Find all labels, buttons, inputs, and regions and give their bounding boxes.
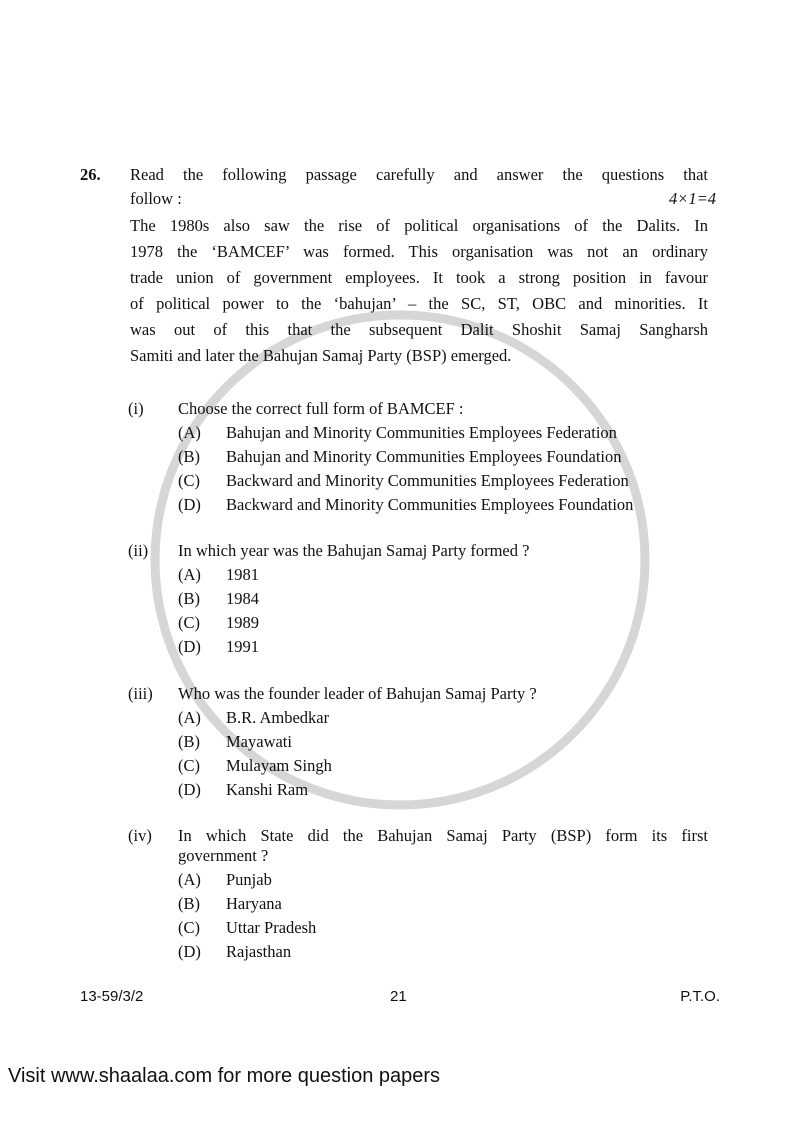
option-text: 1991: [226, 637, 259, 656]
passage-line: of political power to the ‘bahujan’ – the SC, ST, OBC and minorities. It: [130, 294, 708, 313]
option-label: (C): [178, 613, 200, 632]
shaalaa-banner-link[interactable]: Visit www.shaalaa.com for more question papers: [8, 1065, 441, 1087]
subquestion-label: (ii): [128, 541, 149, 560]
option-label: (D): [178, 780, 201, 799]
subquestion-label: (iii): [128, 684, 153, 703]
option-label: (D): [178, 942, 201, 961]
pto-label: P.T.O.: [680, 988, 720, 1005]
paper-code: 13-59/3/2: [80, 988, 144, 1005]
subquestion-label: (i): [128, 399, 144, 418]
subquestion-text: Choose the correct full form of BAMCEF :: [178, 399, 464, 418]
option-label: (A): [178, 708, 201, 727]
option-text: Mayawati: [226, 732, 292, 751]
option-label: (D): [178, 637, 201, 656]
subquestion-text: Who was the founder leader of Bahujan Samaj Party ?: [178, 684, 537, 703]
subquestion-text: government ?: [178, 846, 269, 865]
option-text: Mulayam Singh: [226, 756, 332, 775]
option-text: B.R. Ambedkar: [226, 708, 330, 727]
subquestion-text: In which State did the Bahujan Samaj Party (BSP) form its first: [178, 826, 708, 845]
subquestion-text: In which year was the Bahujan Samaj Party formed ?: [178, 541, 530, 560]
question-intro-line: Read the following passage carefully and answer the questions that: [130, 165, 708, 184]
option-label: (A): [178, 565, 201, 584]
passage-line: trade union of government employees. It took a strong position in favour: [130, 268, 708, 287]
option-label: (A): [178, 870, 201, 889]
passage-line: 1978 the ‘BAMCEF’ was formed. This organisation was not an ordinary: [130, 242, 708, 261]
option-label: (C): [178, 471, 200, 490]
option-label: (A): [178, 423, 201, 442]
option-text: Backward and Minority Communities Employees Federation: [226, 471, 629, 490]
option-text: 1989: [226, 613, 259, 632]
passage-line: Samiti and later the Bahujan Samaj Party (BSP) emerged.: [130, 346, 512, 365]
option-label: (D): [178, 495, 201, 514]
option-text: 1984: [226, 589, 259, 608]
option-text: Kanshi Ram: [226, 780, 309, 799]
option-text: Haryana: [226, 894, 282, 913]
option-label: (B): [178, 732, 200, 751]
option-text: Uttar Pradesh: [226, 918, 317, 937]
option-text: Bahujan and Minority Communities Employees Foundation: [226, 447, 622, 466]
question-intro-line: follow :: [130, 189, 182, 208]
page-number: 21: [390, 988, 407, 1005]
option-text: Rajasthan: [226, 942, 292, 961]
marks-label: 4×1=4: [668, 189, 716, 208]
option-label: (C): [178, 756, 200, 775]
option-text: Backward and Minority Communities Employees Foundation: [226, 495, 634, 514]
option-label: (C): [178, 918, 200, 937]
question-number: 26.: [80, 165, 101, 184]
option-text: Punjab: [226, 870, 272, 889]
subquestion-label: (iv): [128, 826, 152, 845]
option-label: (B): [178, 589, 200, 608]
option-text: Bahujan and Minority Communities Employees Federation: [226, 423, 617, 442]
option-label: (B): [178, 894, 200, 913]
option-text: 1981: [226, 565, 259, 584]
passage-line: was out of this that the subsequent Dalit Shoshit Samaj Sangharsh: [130, 320, 708, 339]
passage-line: The 1980s also saw the rise of political organisations of the Dalits. In: [130, 216, 708, 235]
option-label: (B): [178, 447, 200, 466]
